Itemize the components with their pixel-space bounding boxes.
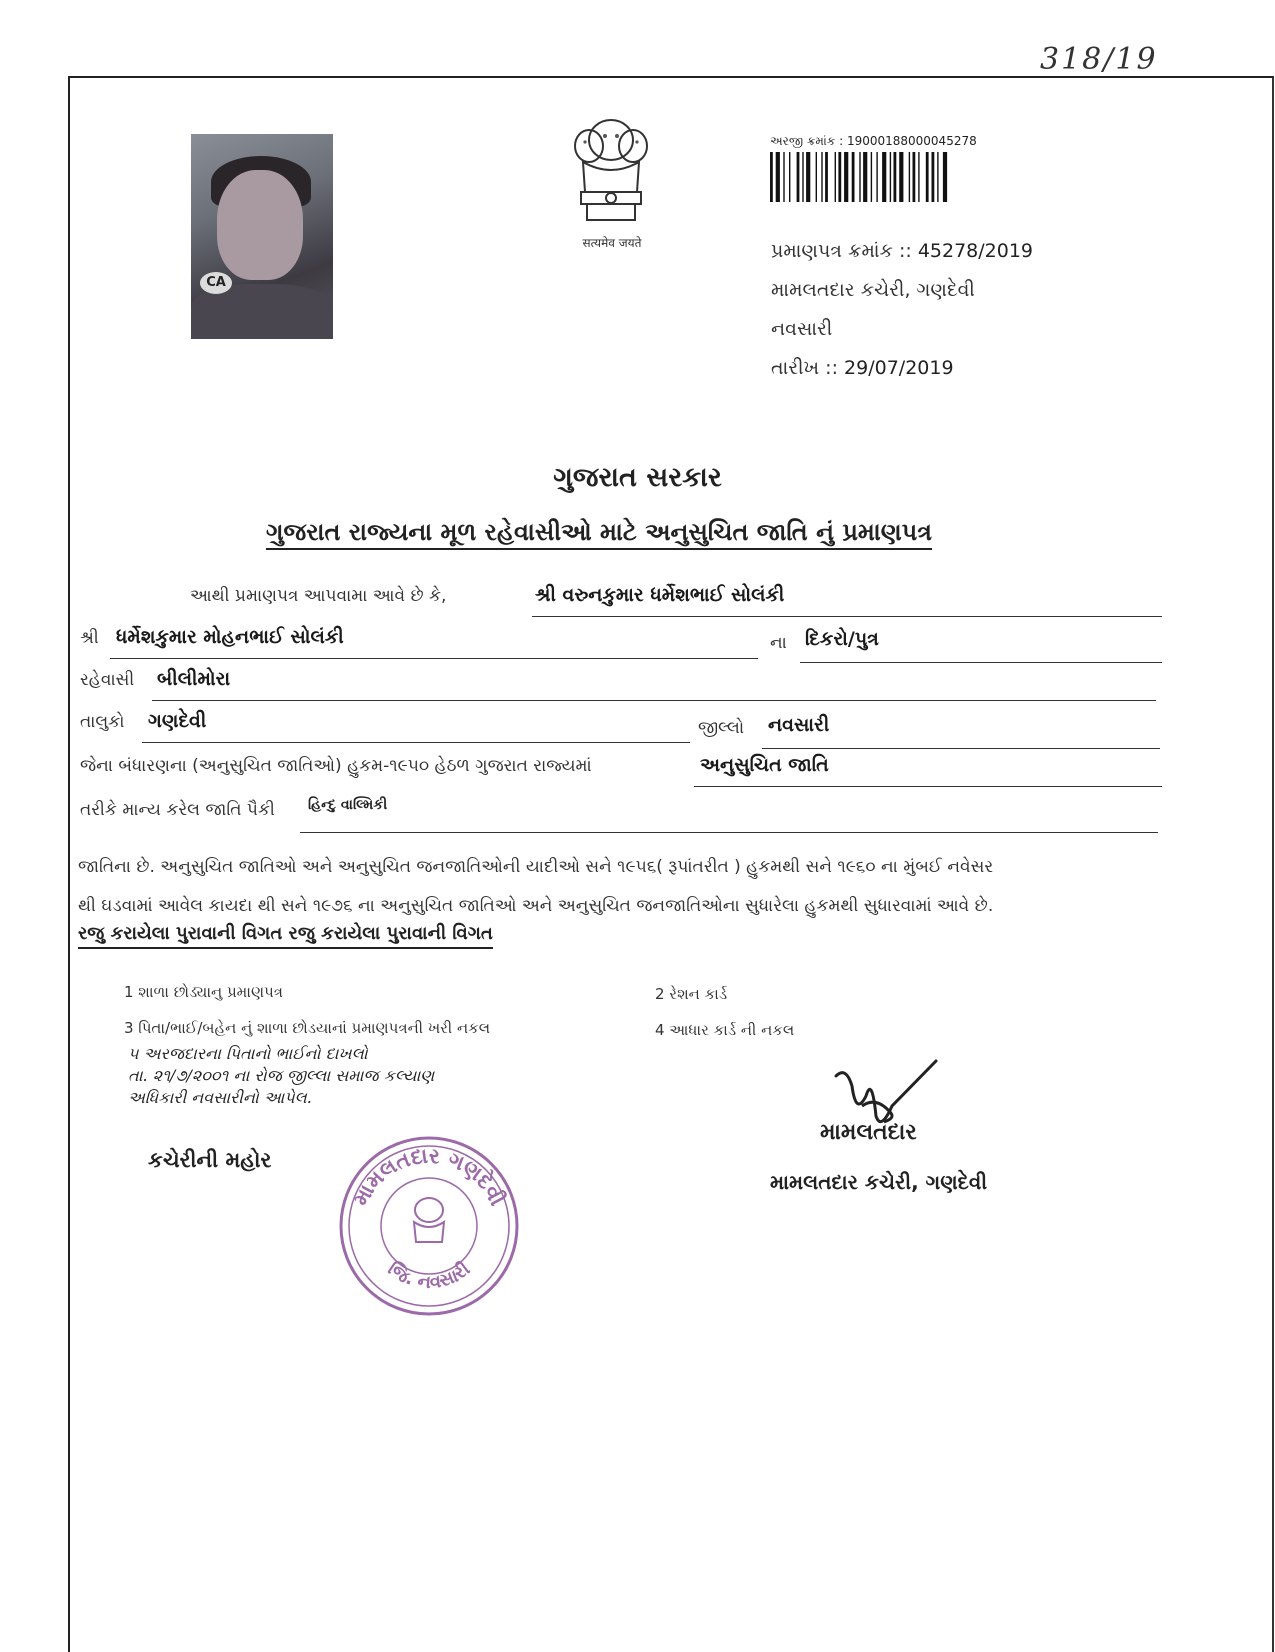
order-underline [694, 786, 1162, 787]
taluka-underline [142, 742, 690, 743]
barcode-bar [852, 152, 855, 202]
caste-label: તરીકે માન્ય કરેલ જાતિ પૈકી [80, 800, 275, 820]
photo-face [217, 170, 303, 280]
national-emblem-icon [567, 112, 655, 230]
resident-label: રહેવાસી [80, 670, 135, 690]
barcode-bar [838, 152, 841, 202]
district-underline [762, 748, 1160, 749]
certificate-number [771, 240, 1033, 262]
barcode-bar [859, 152, 860, 202]
handwritten-proof-line-3: અધિકારી નવસારીનો આપેલ. [128, 1088, 312, 1107]
resident-underline [152, 700, 1156, 701]
office-seal-stamp [332, 1132, 526, 1320]
svg-text:જિ. નવસારી [384, 1258, 474, 1294]
certificate-number-value: 45278/2019 [917, 240, 1034, 262]
barcode-bar [802, 152, 803, 202]
relation-underline [800, 662, 1162, 663]
barcode-bar [899, 152, 903, 202]
barcode-bar [882, 152, 886, 202]
caste-value: હિન્દુ વાલ્મિકી [308, 797, 388, 813]
barcode-bar [797, 152, 800, 202]
barcode-bar [806, 152, 810, 202]
proof-item-1: 1 શાળા છોડ્યાનુ પ્રમાણપત્ર [124, 983, 283, 1001]
resident-value: બીલીમોરા [157, 668, 231, 690]
proof-item-2: 2 રેશન કાર્ડ [655, 985, 728, 1003]
handwritten-proof-line-2: તા. ૨૧/૭/૨૦૦૧ ના રોજ જીલ્લા સમાજ કલ્યાણ [128, 1066, 435, 1085]
proofs-heading: રજુ કરાયેલા પુરાવાની વિગત રજુ કરાયેલા પુરાવાની વિગત [78, 923, 493, 949]
applicant-name-underline [532, 616, 1162, 617]
issuing-district: નવસારી [771, 318, 833, 340]
barcode-bar [876, 152, 877, 202]
barcode-bar [863, 152, 867, 202]
barcode-bar [894, 152, 897, 202]
certificate-subtitle: ગુજરાત રાજ્યના મૂળ રહેવાસીઓ માટે અનુસુચિત જાતિ નું પ્રમાણપત્ર [266, 518, 932, 550]
legal-paragraph-line-2: થી ઘડવામાં આવેલ કાયદા થી સને ૧૯૭૬ ના અનુસુચિત જાતિઓ અને અનુસુચિત જનજાતિઓના સુધારેલા હુકમથી સુધારવામાં આવે છે. [78, 896, 994, 916]
intro-label: આથી પ્રમાણપત્ર આપવામા આવે છે કે, [190, 586, 447, 606]
office-seal-label: કચેરીની મહોર [148, 1148, 272, 1172]
barcode-bar [926, 152, 929, 202]
barcode-bar [937, 152, 938, 202]
proof-item-4: 4 આધાર કાર્ડ ની નકલ [655, 1021, 795, 1039]
certificate-date [771, 357, 954, 379]
barcode-bar [789, 152, 790, 202]
certificate-number-label: પ્રમાણપત્ર ક્રમાંક :: [771, 240, 912, 262]
relation-value: દિકરો/પુત્ર [805, 628, 879, 650]
emblem-motto: सत्यमेव जयते [582, 236, 642, 250]
application-number: અરજી ક્રમાંક : 19000188000045278 [770, 134, 977, 148]
parent-name: ધર્મેશકુમાર મોહનભાઈ સોલંકી [116, 626, 344, 648]
order-label: જેના બંધારણના (અનુસુચિત જાતિઓ) હુકમ-૧૯૫૦ હેઠળ ગુજરાત રાજ્યમાં [80, 756, 592, 776]
barcode-bar [932, 152, 935, 202]
shri-label: શ્રી [80, 628, 99, 648]
proof-item-3: 3 પિતા/ભાઈ/બહેન નું શાળા છોડયાનાં પ્રમાણપત્રની ખરી નકલ [124, 1019, 491, 1037]
barcode-bar [835, 152, 836, 202]
photo-badge: CA [200, 272, 232, 294]
barcode-bar [770, 152, 773, 202]
barcode-bar [909, 152, 910, 202]
barcode-bar [871, 152, 872, 202]
legal-paragraph-line-1: જાતિના છે. અનુસુચિત જાતિઓ અને અનુસુચિત જનજાતિઓની યાદીઓ સને ૧૯૫૬( રૂપાંતરીત ) હુકમથી સને ૧૯૬૦ ના મુંબઈ નવેસર [78, 857, 994, 877]
handwritten-corner-note: 318/19 [1040, 42, 1158, 77]
barcode-bar [821, 152, 822, 202]
barcode-bar [816, 152, 817, 202]
caste-underline [300, 832, 1158, 833]
district-value: નવસારી [768, 714, 830, 736]
issuing-office: મામલતદાર કચેરી, ગણદેવી [771, 279, 975, 301]
taluka-label: તાલુકો [80, 712, 125, 732]
barcode-bar [825, 152, 828, 202]
barcode-bar [776, 152, 780, 202]
officer-office: મામલતદાર કચેરી, ગણદેવી [770, 1170, 988, 1194]
barcode [770, 152, 1015, 202]
taluka-value: ગણદેવી [148, 710, 207, 732]
barcode-bar [783, 152, 784, 202]
order-value: અનુસુચિત જાતિ [700, 754, 829, 776]
svg-text:મામલતદાર ગણદેવી [348, 1144, 509, 1210]
page-title: ગુજરાત સરકાર [553, 462, 722, 493]
handwritten-proof-line-1: ૫ અરજદારના પિતાનો ભાઈનો દાખલો [128, 1044, 368, 1063]
barcode-bar [890, 152, 891, 202]
barcode-bar [918, 152, 919, 202]
district-label: જીલ્લો [698, 718, 745, 738]
certificate-date-label: તારીખ :: [771, 357, 838, 379]
barcode-bar [844, 152, 848, 202]
barcode-bar [913, 152, 916, 202]
parent-name-underline [110, 658, 758, 659]
applicant-name: શ્રી વરુનકુમાર ધર્મેશભાઈ સોલંકી [535, 584, 785, 606]
certificate-date-value: 29/07/2019 [844, 357, 954, 379]
officer-title: મામલતદાર [820, 1120, 917, 1145]
applicant-photo [191, 134, 333, 339]
barcode-bar [943, 152, 947, 202]
na-label: ના [770, 633, 787, 653]
seal-text-top: મામલતદાર ગણદેવી [348, 1143, 510, 1210]
seal-text-bottom: જિ. નવસારી [383, 1258, 475, 1294]
